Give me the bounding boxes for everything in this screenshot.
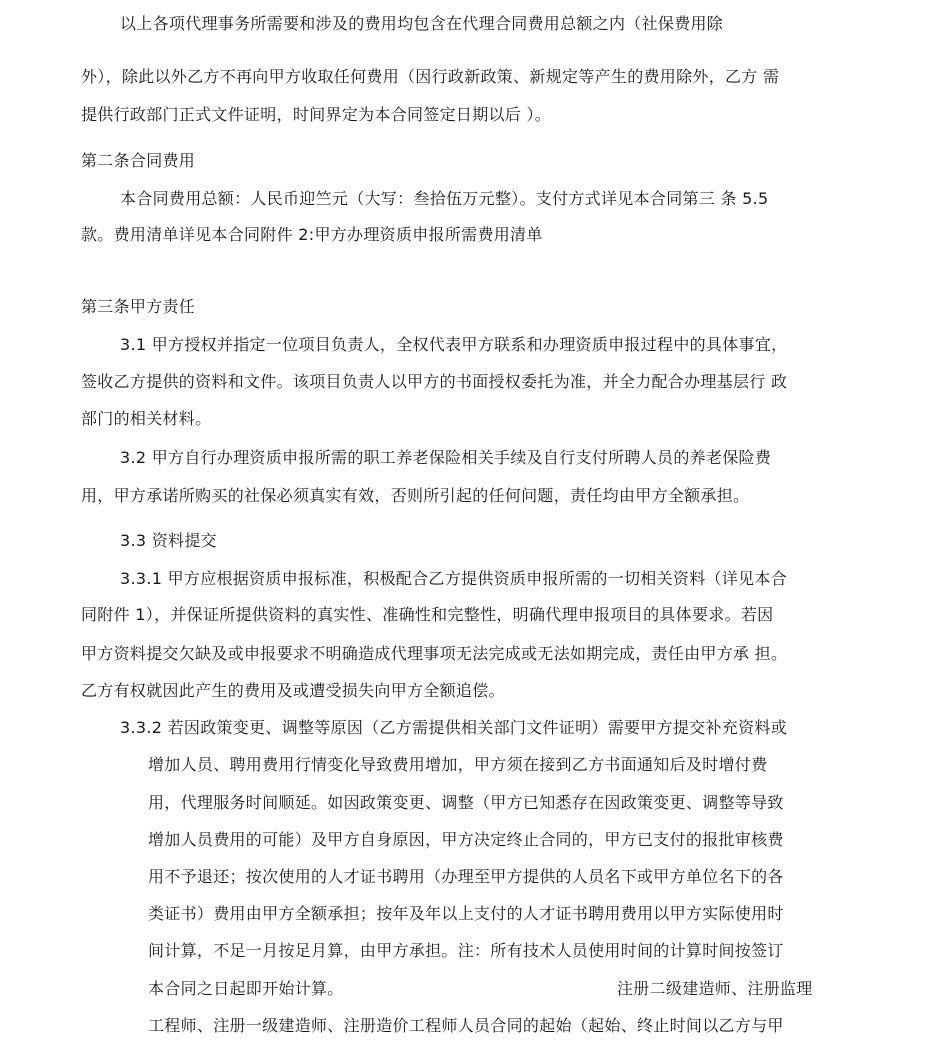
- paragraph-line: 用不予退还；按次使用的人才证书聘用（办理至甲方提供的人员名下或甲方单位名下的各: [148, 867, 784, 886]
- paragraph-line: 3.3.1 甲方应根据资质申报标准，积极配合乙方提供资质申报所需的一切相关资料（详见本合: [120, 569, 787, 588]
- section-heading: 第二条合同费用: [81, 151, 196, 170]
- subsection-heading: 3.3 资料提交: [120, 531, 217, 550]
- paragraph-line: 签收乙方提供的资料和文件。该项目负责人以甲方的书面授权委托为准，并全力配合办理基层行 政: [81, 372, 788, 391]
- paragraph-line: 甲方资料提交欠缺及或申报要求不明确造成代理事项无法完成或无法如期完成，责任由甲方承 担。: [81, 644, 788, 663]
- paragraph-line: 本合同费用总额：人民币迎竺元（大写：叁拾伍万元整）。支付方式详见本合同第三 条 5.5: [120, 189, 769, 208]
- paragraph-line: 间计算，不足一月按足月算，由甲方承担。注：所有技术人员使用时间的计算时间按签订: [148, 941, 784, 960]
- paragraph-line: 用，甲方承诺所购买的社保必须真实有效，否则所引起的任何问题，责任均由甲方全额承担。: [81, 486, 750, 505]
- paragraph-line: 3.1 甲方授权并指定一位项目负责人，全权代表甲方联系和办理资质申报过程中的具体事宜，: [120, 335, 788, 354]
- paragraph-line: 部门的相关材料。: [81, 409, 212, 428]
- paragraph-line: 提供行政部门正式文件证明，时间界定为本合同签定日期以后 ）。: [81, 105, 552, 124]
- paragraph-line: 增加人员、聘用费用行情变化导致费用增加，甲方须在接到乙方书面通知后及时增付费: [148, 755, 768, 774]
- paragraph-line: 外），除此以外乙方不再向甲方收取任何费用（因行政新政策、新规定等产生的费用除外，乙方 需: [81, 67, 780, 86]
- paragraph-line: 工程师、注册一级建造师、注册造价工程师人员合同的起始（起始、终止时间以乙方与甲: [148, 1016, 784, 1035]
- paragraph-line: 以上各项代理事务所需要和涉及的费用均包含在代理合同费用总额之内（社保费用除: [120, 14, 724, 33]
- paragraph-line: 类证书）费用由甲方全额承担；按年及年以上支付的人才证书聘用费用以甲方实际使用时: [148, 904, 784, 923]
- paragraph-line: 注册二级建造师、注册监理: [617, 979, 813, 998]
- paragraph-line: 3.2 甲方自行办理资质申报所需的职工养老保险相关手续及自行支付所聘人员的养老保险费: [120, 448, 772, 467]
- section-heading: 第三条甲方责任: [81, 297, 196, 316]
- paragraph-line: 乙方有权就因此产生的费用及或遭受损失向甲方全额追偿。: [81, 681, 505, 700]
- paragraph-line: 用，代理服务时间顺延。如因政策变更、调整（甲方已知悉存在因政策变更、调整等导致: [148, 793, 784, 812]
- paragraph-line: 款。费用清单详见本合同附件 2:甲方办理资质申报所需费用清单: [81, 225, 543, 244]
- paragraph-line: 增加人员费用的可能）及甲方自身原因，甲方决定终止合同的，甲方已支付的报批审核费: [148, 830, 784, 849]
- paragraph-line: 3.3.2 若因政策变更、调整等原因（乙方需提供相关部门文件证明）需要甲方提交补充资料或: [120, 718, 787, 737]
- paragraph-line: 同附件 1），并保证所提供资料的真实性、准确性和完整性，明确代理申报项目的具体要求。若因: [81, 605, 774, 624]
- paragraph-line: 本合同之日起即开始计算。: [148, 979, 344, 998]
